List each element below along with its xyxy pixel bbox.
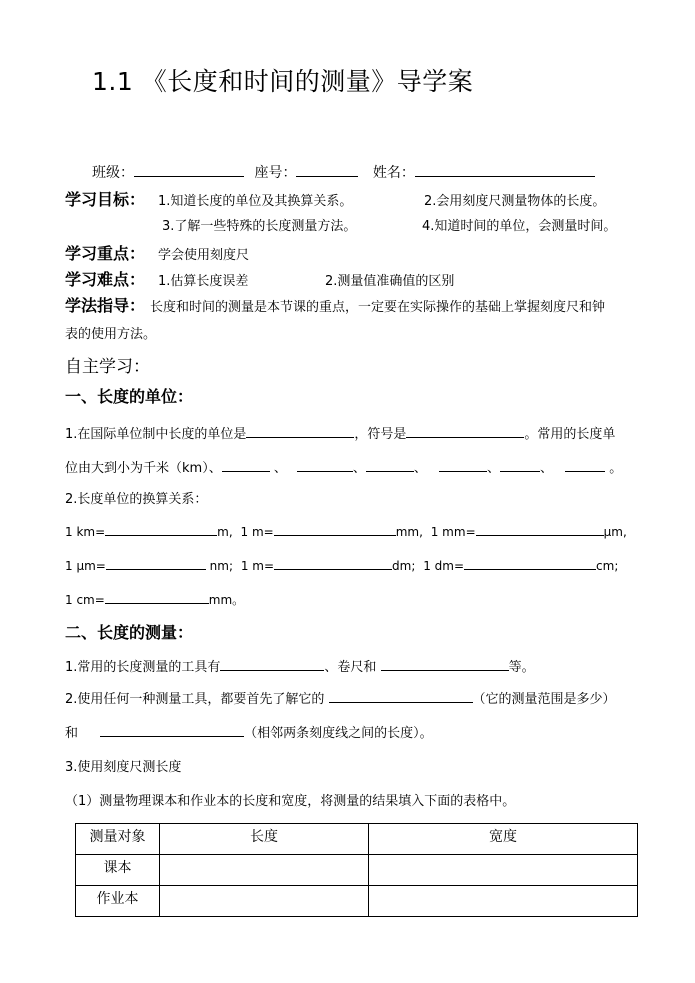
unit-blank-3[interactable] (366, 458, 414, 472)
header-length: 长度 (160, 824, 369, 855)
tool-blank-1[interactable] (220, 657, 324, 671)
division-blank[interactable] (100, 723, 244, 737)
unit-blank-2[interactable] (297, 458, 353, 472)
si-unit-blank[interactable] (246, 424, 354, 438)
unit-blank-6[interactable] (565, 458, 605, 472)
dm-cm-blank[interactable] (464, 556, 596, 570)
cell-notebook-width[interactable] (369, 886, 638, 917)
symbol-blank[interactable] (406, 424, 524, 438)
method-line-2: 表的使用方法。 (65, 327, 157, 342)
key-point-text: 学会使用刻度尺 (158, 248, 250, 263)
s1-question-2: 2.长度单位的换算关系： (65, 492, 208, 507)
measurement-table (75, 823, 638, 917)
goals-label: 学习目标： (65, 190, 146, 209)
conversion-row-1: 1 km= m, 1 m= mm, 1 mm= μm, (65, 522, 627, 539)
range-blank[interactable] (329, 689, 473, 703)
s2-question-3-1: （1）测量物理课本和作业本的长度和宽度，将测量的结果填入下面的表格中。 (65, 794, 516, 809)
unit-blank-4[interactable] (439, 458, 487, 472)
difficulty-label: 学习难点： (65, 270, 146, 289)
class-label: 班级： (92, 165, 134, 181)
row-label-notebook: 作业本 (76, 886, 160, 917)
table-row (76, 886, 638, 917)
cell-textbook-width[interactable] (369, 855, 638, 886)
s2-question-3: 3.使用刻度尺测长度 (65, 760, 182, 775)
method-label: 学法指导： (65, 296, 146, 315)
unit-blank-5[interactable] (500, 458, 540, 472)
name-label: 姓名： (372, 165, 415, 181)
s1-question-1: 1.在国际单位制中长度的单位是 ，符号是 。常用的长度单 (65, 423, 615, 442)
table-row (76, 855, 638, 886)
m-mm-blank[interactable] (274, 522, 396, 536)
s2-question-2: 2.使用任何一种测量工具，都要首先了解它的 （它的测量范围是多少） (65, 688, 616, 707)
section-1-heading: 一、长度的单位： (65, 387, 194, 406)
cm-mm-blank[interactable] (105, 590, 209, 604)
table-header-row (76, 824, 638, 855)
self-study-heading: 自主学习： (65, 357, 150, 377)
goal-3: 3.了解一些特殊的长度测量方法。 (162, 219, 357, 234)
conversion-row-2: 1 μm= nm; 1 m= dm; 1 dm= cm; (65, 556, 618, 573)
method-line-1: 长度和时间的测量是本节课的重点，一定要在实际操作的基础上掌握刻度尺和钟 (150, 300, 606, 315)
cell-textbook-length[interactable] (160, 855, 369, 886)
seat-blank[interactable] (296, 163, 358, 177)
header-width: 宽度 (369, 824, 638, 855)
cell-notebook-length[interactable] (160, 886, 369, 917)
goal-4: 4.知道时间的单位，会测量时间。 (422, 219, 617, 234)
header-object: 测量对象 (76, 824, 160, 855)
page-title: 1.1 《长度和时间的测量》导学案 (92, 67, 474, 96)
s2-question-1: 1.常用的长度测量的工具有 、卷尺和 等。 (65, 656, 535, 675)
conversion-row-3: 1 cm= mm。 (65, 590, 244, 608)
mm-um-blank[interactable] (476, 522, 604, 536)
name-blank[interactable] (415, 163, 595, 177)
goal-2: 2.会用刻度尺测量物体的长度。 (424, 194, 606, 209)
row-label-textbook: 课本 (76, 855, 160, 886)
student-info (92, 162, 595, 182)
s1-question-1-cont: 位由大到小为千米（km）、 、 、 、 、 、 。 (65, 457, 622, 476)
section-2-heading: 二、长度的测量： (65, 623, 194, 642)
unit-blank-1[interactable] (222, 458, 270, 472)
difficulty-1: 1.估算长度误差 (158, 274, 249, 289)
m-dm-blank[interactable] (274, 556, 392, 570)
class-blank[interactable] (134, 163, 244, 177)
goal-1: 1.知道长度的单位及其换算关系。 (158, 194, 353, 209)
um-nm-blank[interactable] (106, 556, 206, 570)
key-point-label: 学习重点： (65, 244, 146, 263)
km-m-blank[interactable] (105, 522, 217, 536)
s2-question-2-cont: 和 （相邻两条刻度线之间的长度）。 (65, 722, 433, 741)
tool-blank-2[interactable] (381, 657, 509, 671)
difficulty-2: 2.测量值准确值的区别 (325, 274, 455, 289)
seat-label: 座号： (254, 165, 297, 181)
